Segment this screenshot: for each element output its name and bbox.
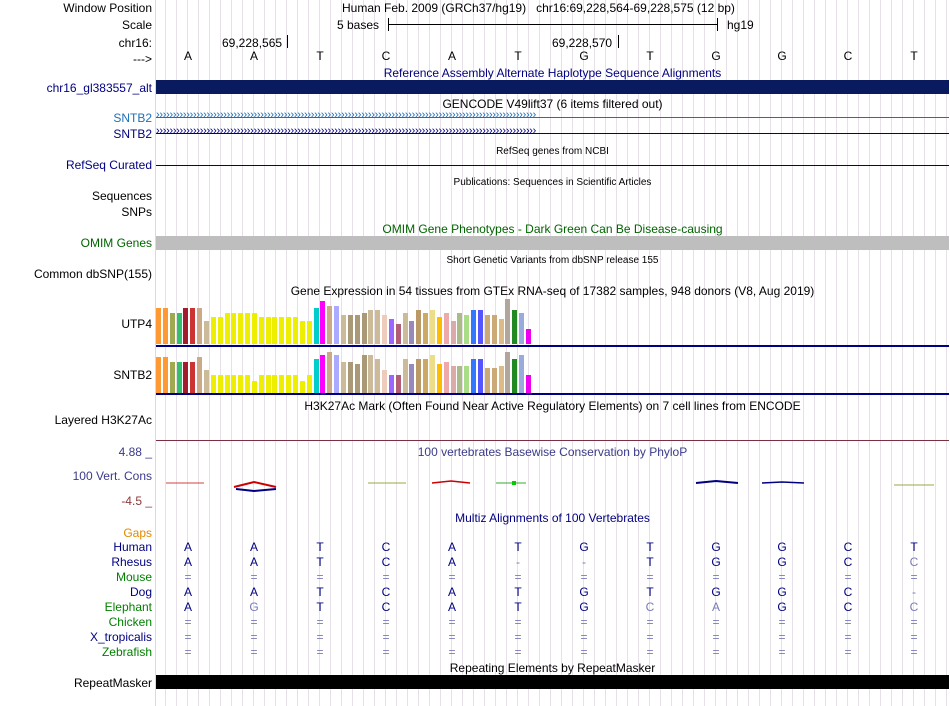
gtex-tissue-bar[interactable] xyxy=(300,321,305,344)
alignment-base: T xyxy=(514,585,522,599)
gtex-tissue-bar[interactable] xyxy=(293,317,298,344)
alignment-base: = xyxy=(910,570,918,584)
scale-db: hg19 xyxy=(727,18,754,32)
gtex-tissue-bar[interactable] xyxy=(320,355,325,393)
alignment-base: G xyxy=(579,585,589,599)
omim-label[interactable]: OMIM Genes xyxy=(80,236,152,250)
phylop-wiggle[interactable] xyxy=(156,475,949,495)
repeatmasker-title: Repeating Elements by RepeatMasker xyxy=(449,661,656,675)
phylop-max: 4.88 _ xyxy=(118,445,152,459)
gtex-tissue-bar[interactable] xyxy=(307,321,312,344)
alignment-base: C xyxy=(843,585,853,599)
alignment-base: = xyxy=(778,570,786,584)
gtex-tissue-bar[interactable] xyxy=(492,368,497,393)
alt-haplotype-bar[interactable] xyxy=(156,80,949,94)
alignment-base: = xyxy=(580,615,588,629)
gtex-tissue-bar[interactable] xyxy=(423,313,428,344)
alignment-base: C xyxy=(843,555,853,569)
h3k27ac-label[interactable]: Layered H3K27Ac xyxy=(54,413,152,427)
alignment-base: = xyxy=(646,570,654,584)
gtex-tissue-bar[interactable] xyxy=(396,375,401,393)
alignment-base: C xyxy=(909,600,919,614)
gtex-tissue-bar[interactable] xyxy=(362,313,367,344)
alignment-base: = xyxy=(712,645,720,659)
gtex-tissue-bar[interactable] xyxy=(225,313,230,344)
gtex-tissue-bar[interactable] xyxy=(437,364,442,393)
strand-label: ---> xyxy=(133,52,152,66)
gencode-label-1[interactable]: SNTB2 xyxy=(113,111,152,125)
gtex-tissue-bar[interactable] xyxy=(245,313,250,344)
alignment-base: = xyxy=(844,645,852,659)
alignment-base: T xyxy=(646,585,654,599)
gtex-bars-sntb2[interactable] xyxy=(156,349,536,393)
alignment-base: = xyxy=(316,630,324,644)
ruler-pos-left: 69,228,565 xyxy=(222,36,283,50)
gencode-label-2[interactable]: SNTB2 xyxy=(113,127,152,141)
gtex-tissue-bar[interactable] xyxy=(190,308,195,344)
gtex-tissue-bar[interactable] xyxy=(314,359,319,393)
gtex-tissue-bar[interactable] xyxy=(430,310,435,344)
gtex-tissue-bar[interactable] xyxy=(444,313,449,344)
alignment-base: - xyxy=(516,555,520,569)
gtex-tissue-bar[interactable] xyxy=(279,375,284,393)
alignment-base: = xyxy=(184,645,192,659)
gencode-feature-2[interactable] xyxy=(156,126,949,140)
gtex-tissue-bar[interactable] xyxy=(177,362,182,393)
species-label[interactable]: Chicken xyxy=(108,615,152,629)
gtex-tissue-bar[interactable] xyxy=(382,370,387,393)
base: T xyxy=(910,49,918,63)
alignment-base: T xyxy=(514,600,522,614)
alignment-base: T xyxy=(646,540,654,554)
alignment-base: - xyxy=(582,555,586,569)
gtex-tissue-bar[interactable] xyxy=(293,375,298,393)
alignment-base: T xyxy=(316,600,324,614)
alignment-base: = xyxy=(250,630,258,644)
gtex-tissue-bar[interactable] xyxy=(505,352,510,393)
base: T xyxy=(646,49,654,63)
gtex-tissue-bar[interactable] xyxy=(327,352,332,393)
base: A xyxy=(249,49,258,63)
base: C xyxy=(843,49,853,63)
gtex-tissue-bar[interactable] xyxy=(526,375,531,393)
alignment-base: = xyxy=(448,570,456,584)
gtex-tissue-bar[interactable] xyxy=(314,308,319,344)
chrom-label: chr16: xyxy=(118,36,152,50)
gtex-tissue-bar[interactable] xyxy=(266,317,271,344)
dbsnp-label[interactable]: Common dbSNP(155) xyxy=(33,267,152,281)
gtex-tissue-bar[interactable] xyxy=(362,355,367,393)
gtex-tissue-bar[interactable] xyxy=(252,313,257,344)
alignment-base: = xyxy=(514,630,522,644)
gtex-title: Gene Expression in 54 tissues from GTEx RNA-seq of 17382 samples, 948 donors (V8, Aug 2019) xyxy=(290,284,815,298)
alignment-base: G xyxy=(777,555,787,569)
gtex-tissue-bar[interactable] xyxy=(409,364,414,393)
gtex-tissue-bar[interactable] xyxy=(492,315,497,344)
repeatmasker-label[interactable]: RepeatMasker xyxy=(73,676,152,690)
alignment-base: = xyxy=(316,570,324,584)
scale-bar xyxy=(388,24,718,25)
gtex-tissue-bar[interactable] xyxy=(272,375,277,393)
gtex-tissue-bar[interactable] xyxy=(245,375,250,393)
gtex-tissue-bar[interactable] xyxy=(341,362,346,393)
species-label[interactable]: Mouse xyxy=(115,570,152,584)
base: A xyxy=(447,49,456,63)
gtex-tissue-bar[interactable] xyxy=(451,366,456,393)
gtex-tissue-bar[interactable] xyxy=(451,321,456,344)
alignment-base: A xyxy=(447,540,456,554)
ruler-pos-right: 69,228,570 xyxy=(552,36,613,50)
gtex-tissue-bar[interactable] xyxy=(464,366,469,393)
gtex-tissue-bar[interactable] xyxy=(320,301,325,344)
species-label[interactable]: Elephant xyxy=(104,600,152,614)
gtex-tissue-bar[interactable] xyxy=(519,313,524,344)
alignment-base: C xyxy=(381,585,391,599)
species-label[interactable]: Dog xyxy=(129,585,152,599)
gtex-tissue-bar[interactable] xyxy=(272,317,277,344)
gtex-tissue-bar[interactable] xyxy=(499,319,504,344)
alignment-base: = xyxy=(778,645,786,659)
alignment-base: = xyxy=(514,645,522,659)
gtex-tissue-bar[interactable] xyxy=(177,313,182,344)
gtex-tissue-bar[interactable] xyxy=(444,362,449,393)
gtex-tissue-bar[interactable] xyxy=(512,359,517,393)
publications-sequences-label[interactable]: Sequences xyxy=(91,189,152,203)
gtex-tissue-bar[interactable] xyxy=(183,308,188,344)
alignment-base: = xyxy=(316,615,324,629)
alignment-base: T xyxy=(316,585,324,599)
gtex-tissue-bar[interactable] xyxy=(368,310,373,344)
publications-snps-label[interactable]: SNPs xyxy=(121,205,152,219)
alignment-base: = xyxy=(646,615,654,629)
alignment-base: C xyxy=(381,600,391,614)
gtex-tissue-bar[interactable] xyxy=(478,359,483,393)
h3k27ac-title: H3K27Ac Mark (Often Found Near Active Regulatory Elements) on 7 cell lines from ENCODE xyxy=(304,399,801,413)
gtex-tissue-bar[interactable] xyxy=(238,313,243,344)
alignment-base: G xyxy=(711,555,721,569)
base: T xyxy=(514,49,522,63)
gtex-tissue-bar[interactable] xyxy=(286,375,291,393)
omim-feature[interactable] xyxy=(156,236,949,250)
alignment-base: = xyxy=(712,570,720,584)
alignment-base: G xyxy=(249,600,259,614)
gtex-tissue-bar[interactable] xyxy=(355,364,360,393)
strand-arrows: ››››››››››››››››››››››››››››››››››››››››››››››››››››››››››››››››››››››››››››››››››››››››››››››››››››››››››››››››› xyxy=(156,110,537,121)
alignment-base: A xyxy=(183,600,192,614)
alignment-base: A xyxy=(183,585,192,599)
alignment-base: G xyxy=(777,585,787,599)
gtex-tissue-bar[interactable] xyxy=(238,375,243,393)
alignment-base: C xyxy=(381,555,391,569)
alt-haplotype-title: Reference Assembly Alternate Haplotype Sequence Alignments xyxy=(383,66,722,80)
gtex-tissue-bar[interactable] xyxy=(231,313,236,344)
gtex-tissue-bar[interactable] xyxy=(423,359,428,393)
alignment-base: = xyxy=(448,645,456,659)
multiz-title: Multiz Alignments of 100 Vertebrates xyxy=(455,511,650,525)
gtex-tissue-bar[interactable] xyxy=(218,375,223,393)
phylop-title: 100 vertebrates Basewise Conservation by PhyloP xyxy=(417,445,688,459)
alignment-base: G xyxy=(777,540,787,554)
gtex-tissue-bar[interactable] xyxy=(375,359,380,393)
gtex-tissue-bar[interactable] xyxy=(334,355,339,393)
assembly-title: Human Feb. 2009 (GRCh37/hg19) chr16:69,228,564-69,228,575 (12 bp) xyxy=(342,1,735,15)
gtex-tissue-bar[interactable] xyxy=(457,313,462,344)
refseq-label[interactable]: RefSeq Curated xyxy=(65,158,152,172)
alignment-base: = xyxy=(580,645,588,659)
alignment-base: C xyxy=(909,555,919,569)
gaps-label[interactable]: Gaps xyxy=(123,526,152,540)
gtex-tissue-bar[interactable] xyxy=(403,359,408,393)
gtex-tissue-bar[interactable] xyxy=(204,370,209,393)
window-position-label: Window Position xyxy=(63,1,152,15)
gtex-tissue-bar[interactable] xyxy=(437,317,442,344)
alignment-base: A xyxy=(447,600,456,614)
phylop-label[interactable]: 100 Vert. Cons xyxy=(72,469,152,483)
alignment-base: = xyxy=(712,615,720,629)
alignment-base: = xyxy=(382,615,390,629)
gtex-tissue-bar[interactable] xyxy=(409,321,414,344)
alignment-base: = xyxy=(316,645,324,659)
gtex-tissue-bar[interactable] xyxy=(190,362,195,393)
gtex-tissue-bar[interactable] xyxy=(499,366,504,393)
alignment-base: = xyxy=(382,630,390,644)
alignment-base: G xyxy=(579,540,589,554)
gtex-tissue-bar[interactable] xyxy=(430,355,435,393)
gtex-tissue-bar[interactable] xyxy=(478,310,483,344)
species-label[interactable]: Human xyxy=(113,540,152,554)
gtex-tissue-bar[interactable] xyxy=(403,313,408,344)
gtex-tissue-bar[interactable] xyxy=(355,315,360,344)
alignment-base: = xyxy=(646,630,654,644)
gtex-tissue-bar[interactable] xyxy=(327,306,332,344)
alignment-base: = xyxy=(514,570,522,584)
gtex-tissue-bar[interactable] xyxy=(519,355,524,393)
gtex-tissue-bar[interactable] xyxy=(526,329,531,344)
alignment-base: = xyxy=(910,615,918,629)
gtex-tissue-bar[interactable] xyxy=(163,357,168,393)
alignment-base: G xyxy=(579,600,589,614)
alignment-base: T xyxy=(514,540,522,554)
alignment-base: C xyxy=(381,540,391,554)
alignment-base: = xyxy=(184,570,192,584)
gtex-tissue-bar[interactable] xyxy=(341,315,346,344)
alignment-base: = xyxy=(646,645,654,659)
gtex-tissue-bar[interactable] xyxy=(512,310,517,344)
gtex-tissue-bar[interactable] xyxy=(183,362,188,393)
gtex-tissue-bar[interactable] xyxy=(471,310,476,344)
alignment-base: G xyxy=(711,585,721,599)
gtex-tissue-bar[interactable] xyxy=(211,317,216,344)
alignment-base: = xyxy=(844,615,852,629)
alignment-base: = xyxy=(250,645,258,659)
alignment-base: A xyxy=(249,555,258,569)
gtex-tissue-bar[interactable] xyxy=(389,319,394,344)
gtex-tissue-bar[interactable] xyxy=(416,359,421,393)
gtex-label-sntb2[interactable]: SNTB2 xyxy=(113,368,152,382)
alignment-base: - xyxy=(912,585,916,599)
alignment-base: A xyxy=(183,540,192,554)
scale-bases: 5 bases xyxy=(337,18,380,32)
alignment-base: = xyxy=(910,645,918,659)
species-label[interactable]: Zebrafish xyxy=(101,645,152,659)
alignment-base: = xyxy=(184,630,192,644)
alignment-base: = xyxy=(514,615,522,629)
publications-title: Publications: Sequences in Scientific Articles xyxy=(453,177,652,188)
strand-arrows: ››››››››››››››››››››››››››››››››››››››››››››››››››››››››››››››››››››››››››››››››››››››››››››››››››››››››››››››››› xyxy=(156,126,537,137)
gtex-tissue-bar[interactable] xyxy=(457,366,462,393)
base: C xyxy=(381,49,391,63)
alignment-base: A xyxy=(711,600,720,614)
gtex-tissue-bar[interactable] xyxy=(197,308,202,344)
gtex-bars-utp4[interactable] xyxy=(156,298,536,344)
gtex-tissue-bar[interactable] xyxy=(382,315,387,344)
gtex-tissue-bar[interactable] xyxy=(156,308,161,344)
alignment-base: C xyxy=(645,600,655,614)
species-label[interactable]: X_tropicalis xyxy=(89,630,152,644)
gtex-separator xyxy=(156,345,949,347)
gtex-tissue-bar[interactable] xyxy=(197,357,202,393)
scale-label: Scale xyxy=(121,18,152,32)
base: G xyxy=(777,49,787,63)
gtex-tissue-bar[interactable] xyxy=(163,308,168,344)
alignment-base: C xyxy=(843,540,853,554)
gtex-tissue-bar[interactable] xyxy=(396,324,401,344)
phylop-min: -4.5 _ xyxy=(121,494,152,508)
alignment-base: = xyxy=(382,645,390,659)
gtex-tissue-bar[interactable] xyxy=(375,310,380,344)
gtex-tissue-bar[interactable] xyxy=(259,375,264,393)
alignment-base: C xyxy=(843,600,853,614)
gencode-feature-1[interactable] xyxy=(156,110,949,124)
gtex-tissue-bar[interactable] xyxy=(279,317,284,344)
gtex-tissue-bar[interactable] xyxy=(471,359,476,393)
alignment-base: A xyxy=(183,555,192,569)
gtex-tissue-bar[interactable] xyxy=(252,381,257,393)
gtex-tissue-bar[interactable] xyxy=(204,321,209,344)
base: G xyxy=(579,49,589,63)
gtex-tissue-bar[interactable] xyxy=(286,317,291,344)
alignment-base: = xyxy=(580,570,588,584)
species-label[interactable]: Rhesus xyxy=(111,555,152,569)
alignment-base: = xyxy=(250,570,258,584)
gtex-tissue-bar[interactable] xyxy=(485,368,490,393)
gtex-tissue-bar[interactable] xyxy=(389,375,394,393)
gtex-tissue-bar[interactable] xyxy=(348,362,353,393)
gtex-tissue-bar[interactable] xyxy=(156,357,161,393)
gtex-tissue-bar[interactable] xyxy=(170,362,175,393)
h3k27ac-baseline xyxy=(156,440,949,441)
alignment-base: A xyxy=(447,555,456,569)
alignment-base: = xyxy=(250,615,258,629)
gtex-tissue-bar[interactable] xyxy=(464,315,469,344)
alignment-base: T xyxy=(316,555,324,569)
dbsnp-title: Short Genetic Variants from dbSNP release 155 xyxy=(446,255,659,266)
gtex-tissue-bar[interactable] xyxy=(211,375,216,393)
gtex-tissue-bar[interactable] xyxy=(170,313,175,344)
refseq-title: RefSeq genes from NCBI xyxy=(496,146,609,157)
alignment-base: A xyxy=(447,585,456,599)
gtex-tissue-bar[interactable] xyxy=(505,299,510,344)
alignment-base: G xyxy=(777,600,787,614)
gtex-tissue-bar[interactable] xyxy=(300,381,305,393)
base: G xyxy=(711,49,721,63)
alignment-base: = xyxy=(712,630,720,644)
refseq-feature[interactable] xyxy=(156,165,949,166)
alignment-base: A xyxy=(249,540,258,554)
gtex-tissue-bar[interactable] xyxy=(231,375,236,393)
alignment-base: T xyxy=(910,540,918,554)
gtex-separator xyxy=(156,393,949,395)
ruler-tick-left xyxy=(287,35,288,48)
gtex-tissue-bar[interactable] xyxy=(218,317,223,344)
alignment-base: = xyxy=(580,630,588,644)
alignment-base: = xyxy=(448,615,456,629)
alignment-base: = xyxy=(382,570,390,584)
base: A xyxy=(183,49,192,63)
alignment-base: G xyxy=(711,540,721,554)
base: T xyxy=(316,49,324,63)
omim-title: OMIM Gene Phenotypes - Dark Green Can Be Disease-causing xyxy=(382,222,723,236)
gtex-tissue-bar[interactable] xyxy=(348,315,353,344)
alignment-base: = xyxy=(184,615,192,629)
alignment-base: A xyxy=(249,585,258,599)
repeatmasker-feature[interactable] xyxy=(156,675,949,689)
gtex-tissue-bar[interactable] xyxy=(368,355,373,393)
gtex-tissue-bar[interactable] xyxy=(416,310,421,344)
gtex-tissue-bar[interactable] xyxy=(225,375,230,393)
gtex-label-utp4[interactable]: UTP4 xyxy=(121,317,152,331)
alignment-base: = xyxy=(448,630,456,644)
alignment-base: T xyxy=(316,540,324,554)
gtex-tissue-bar[interactable] xyxy=(259,317,264,344)
alignment-base: T xyxy=(646,555,654,569)
gtex-tissue-bar[interactable] xyxy=(266,375,271,393)
ruler-tick-right xyxy=(618,35,619,48)
alignment-base: = xyxy=(778,615,786,629)
alt-haplotype-label[interactable]: chr16_gl383557_alt xyxy=(46,81,152,95)
alignment-base: = xyxy=(910,630,918,644)
alignment-base: = xyxy=(844,570,852,584)
alignment-base: = xyxy=(844,630,852,644)
gencode-title: GENCODE V49lift37 (6 items filtered out) xyxy=(442,97,663,111)
gtex-tissue-bar[interactable] xyxy=(334,306,339,344)
alignment-base: = xyxy=(778,630,786,644)
gtex-tissue-bar[interactable] xyxy=(485,315,490,344)
gtex-tissue-bar[interactable] xyxy=(307,375,312,393)
